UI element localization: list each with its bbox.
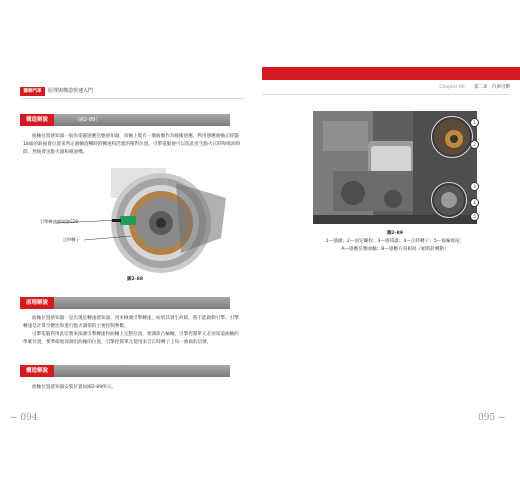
chapter-en: Chapter 06 — [439, 85, 465, 90]
page-number-left: ~ 094 — [10, 413, 38, 423]
crankshaft-sensor-figure — [56, 168, 231, 273]
series-badge: 圖解汽車 — [20, 87, 45, 96]
callout-marker: 5 — [470, 212, 479, 221]
section-banner-structure — [20, 114, 230, 126]
callout-marker: 3 — [470, 182, 479, 191]
section-banner-principle — [20, 297, 230, 309]
callout-marker: 1 — [470, 118, 479, 127]
header-divider — [262, 94, 510, 95]
callout-marker: 4 — [470, 198, 479, 207]
callout-timing-rotor: 正時轉子 — [63, 237, 80, 242]
paragraph: 曲軸位置感知器一般為電磁感應信號感知器，同軸上裝有一個齒圈作為脈衝感應，利用感應曲軸正時盤18齒的缺齒會位置來判定曲軸旋轉時的轉速和活塞的相對位置，引擎電腦便可以依此產生點火正時和噴油時間，然後發送點火器和噴油嘴。 — [23, 134, 241, 155]
chapter-cn: 第二章 汽車引擎 — [474, 85, 510, 90]
section-tag: 原理解說 — [20, 297, 54, 309]
paragraph: 引擎電腦利用此信號來探測引擎轉速和曲軸上完整位置，要調節凸輪軸，引擎控制單元必須知道曲軸的準確位置，要準確地探測出曲軸的位置，引擎控制單元使用來自正時轉子上每一曲齒的信號。 — [23, 332, 239, 345]
caption-line: A—感應信號曲軸；B—感應方向相同（順時針轉動） — [341, 247, 449, 252]
header-divider — [20, 98, 245, 99]
flywheel-illustration — [56, 168, 231, 273]
section-body — [23, 315, 243, 347]
figure-caption: 圖2-88 — [126, 277, 144, 282]
paragraph: 曲軸位置感知器安裝位置如圖2-89所示。 — [32, 385, 116, 390]
section-tag: 構造解說 — [20, 365, 54, 377]
detail-inset-sensor — [431, 116, 473, 158]
chapter-color-band — [262, 67, 520, 80]
chapter-header — [400, 84, 510, 91]
section-banner-structure-2 — [20, 365, 230, 377]
callout-speed-sensor: 引擎轉速感知器G28 — [40, 219, 78, 224]
figure-caption: 圖2-89 — [386, 231, 404, 236]
figure-reference: （圖2-89） — [74, 117, 101, 123]
section-body — [23, 384, 243, 392]
callout-marker: 2 — [470, 140, 479, 149]
page-number-right: 095 ~ — [478, 413, 506, 423]
caption-line: 1—插頭；2—固定螺栓；3—感知器；4—正時轉子；5—齒輪底座； — [325, 239, 465, 244]
detail-inset-rotor — [431, 182, 467, 218]
paragraph: 曲軸位置感知器一是出現是轉速感知器，用來檢測引擎轉速，如果其發生故障，將不能啟動引擎。引擎轉速是計算空燃比和進行點火調節的主要控制參數。 — [23, 316, 239, 329]
book-title: 原理與構造快速入門 — [48, 88, 94, 94]
figure-caption-block — [300, 230, 490, 254]
section-body — [23, 133, 243, 157]
section-tag: 構造解說 — [20, 114, 54, 126]
